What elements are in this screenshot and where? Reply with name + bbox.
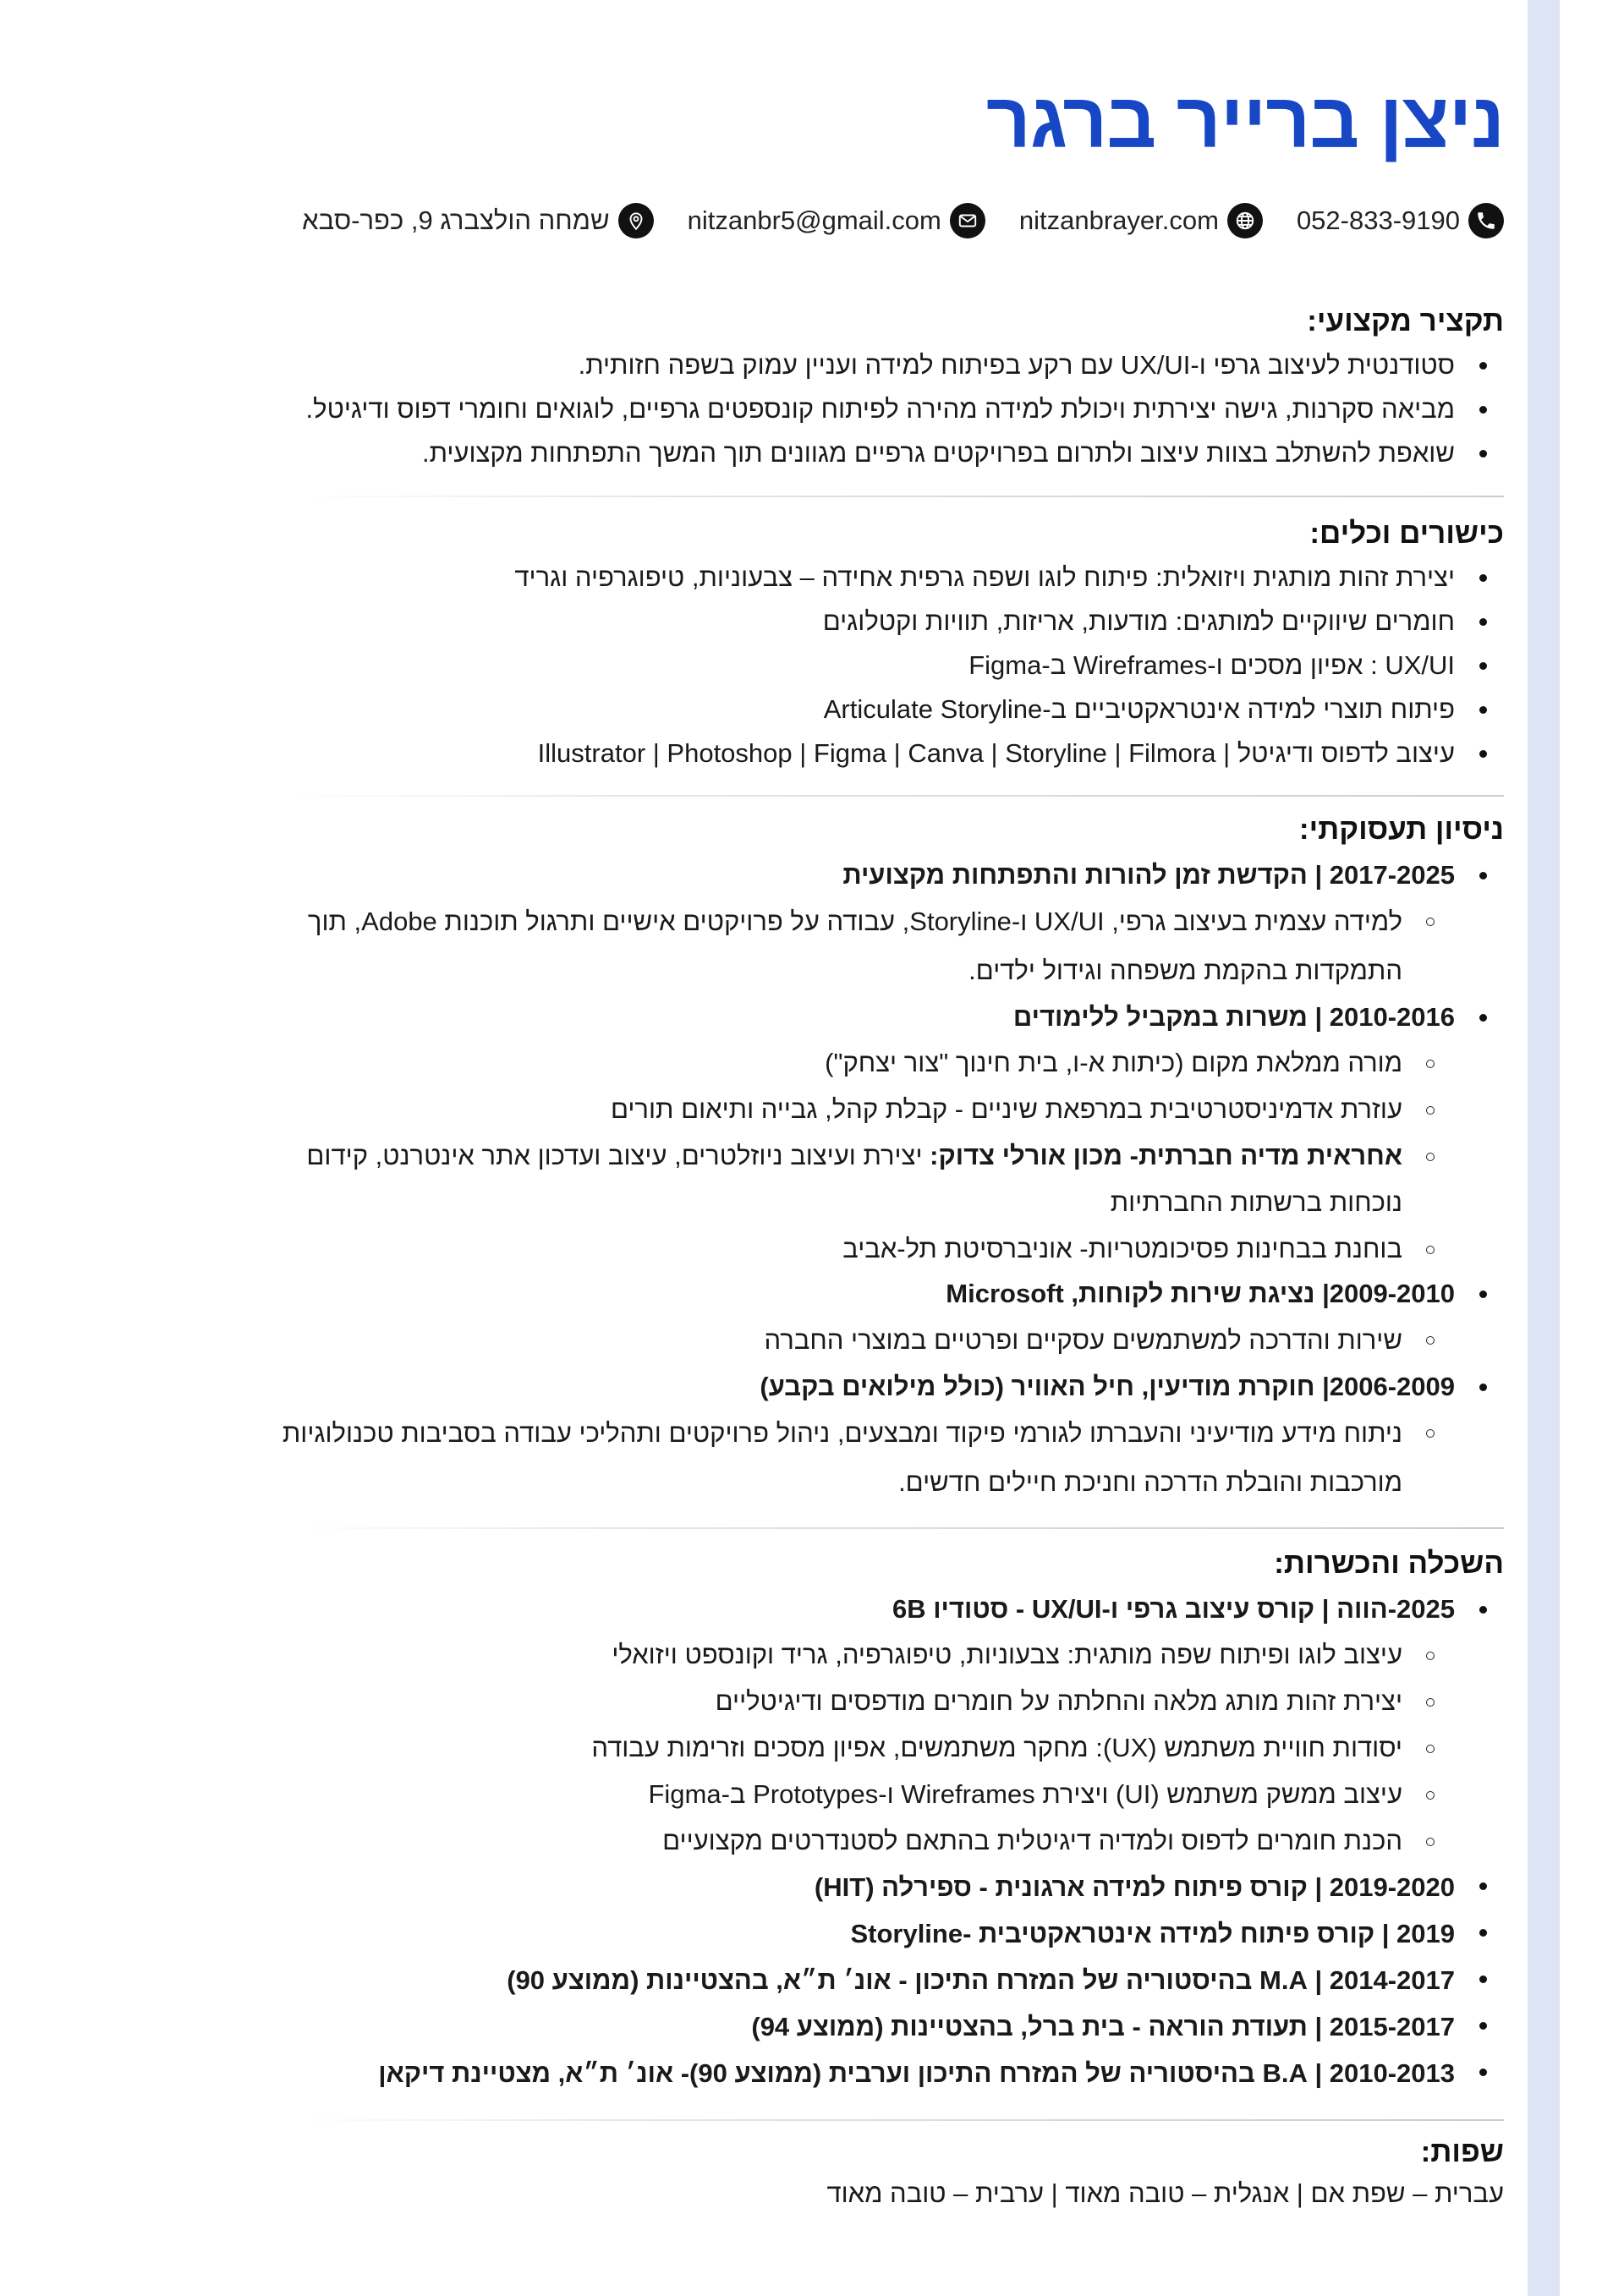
contact-website-text: nitzanbrayer.com [1018, 205, 1219, 235]
contact-phone[interactable] [1297, 203, 1504, 238]
experience-section [228, 809, 1504, 1507]
list-item: UX/UI : אפיון מסכים ו-Wireframes ב-Figma [228, 644, 1504, 688]
experience-title: ניסיון תעסוקתי: [1298, 813, 1504, 846]
job-detail-lead: אחראית מדיה חברתית- מכון אורלי צדוק: [930, 1141, 1402, 1170]
list-item: חומרים שיווקיים למותגים: מודעות, אריזות, תוויות וקטלוגים [228, 600, 1504, 644]
experience-list [228, 853, 1504, 1507]
job-detail: שירות והדרכה למשתמשים עסקיים ופרטיים במוצרי החברה [228, 1316, 1504, 1365]
mail-icon [950, 203, 985, 238]
skills-title: כישורים וכלים: [1309, 517, 1504, 550]
list-item: שואפת להשתלב בצוות עיצוב ולתרום בפרויקטים גרפיים מגוונים תוך המשך התפתחות מקצועית. [228, 431, 1504, 475]
job-detail: עוזרת אדמיניסטרטיבית במרפאת שיניים - קבלת קהל, גבייה ותיאום תורים [228, 1086, 1504, 1132]
job-detail: בוחנת בבחינות פסיכומטריות- אוניברסיטת תל-אביב [228, 1225, 1504, 1272]
languages-section [228, 2132, 1504, 2215]
list-item: מביאה סקרנות, גישה יצירתית ויכולת למידה מהירה לפיתוח קונספטים גרפיים, לוגואים וחומרי דפוס ודיגיטל. [228, 387, 1504, 431]
education-title: השכלה והכשרות: [1274, 1547, 1504, 1580]
education-list [228, 1587, 1504, 2096]
education-item: 2010-2013 | B.A בהיסטוריה של המזרח התיכון וערבית (ממוצע 90)- אונ׳ ת״א, מצטיינת דיקאן [228, 2050, 1504, 2096]
resume-page [228, 0, 1504, 2296]
education-item: 2019-2020 | קורס פיתוח למידה ארגונית - ספירלה (HIT) [228, 1864, 1504, 1910]
languages-text: עברית – שפת אם | אנגלית – טובה מאוד | ערבית – טובה מאוד [826, 2178, 1504, 2208]
job-detail: ניתוח מידע מודיעיני והעברתו לגורמי פיקוד ומבצעים, ניהול פרויקטים ותהליכי עבודה בסביבות טכנולוגיות מורכבות והובלת הדרכה וחניכת חיילים חדשים. [228, 1409, 1504, 1507]
skills-section [228, 513, 1504, 775]
job-heading: 2009-2010| נציגת שירות לקוחות, Microsoft [228, 1272, 1504, 1316]
contact-address-text: שמחה הולצברג 9, כפר-סבא [302, 205, 610, 235]
contact-bar [302, 203, 1504, 238]
job-heading: 2010-2016 | משרות במקביל ללימודים [228, 995, 1504, 1039]
section-divider [289, 2119, 1504, 2121]
job-detail-text: יצירת ועיצוב ניוזלטרים, עיצוב ועדכון אתר אינטרנט, קידום נוכחות ברשתות החברתיות [306, 1141, 1402, 1217]
job-heading: 2017-2025 | הקדשת זמן להורות והתפתחות מקצועית [228, 853, 1504, 897]
course-detail: הכנת חומרים לדפוס ולמדיה דיגיטלית בהתאם לסטנדרטים מקצועיים [228, 1817, 1504, 1864]
section-divider [289, 1527, 1504, 1529]
course-detail: עיצוב ממשק משתמש (UI) ויצירת Wireframes ו-Prototypes ב-Figma [228, 1771, 1504, 1817]
contact-address [302, 203, 653, 238]
side-accent-strip [1528, 0, 1560, 2296]
education-item: 2015-2017 | תעודת הוראה - בית ברל, בהצטיינות (ממוצע 94) [228, 2003, 1504, 2050]
job-heading: 2006-2009| חוקרת מודיעין, חיל האוויר (כולל מילואים בקבע) [228, 1365, 1504, 1409]
summary-section [228, 301, 1504, 475]
course-detail: יצירת זהות מותג מלאה והחלתה על חומרים מודפסים ודיגיטליים [228, 1678, 1504, 1724]
list-item: סטודנטית לעיצוב גרפי ו-UX/UI עם רקע בפיתוח למידה ועניין עמוק בשפה חזותית. [228, 343, 1504, 387]
languages-title: שפות: [1420, 2135, 1504, 2168]
course-heading: 2025-הווה | קורס עיצוב גרפי ו-UX/UI - סטודיו 6B [228, 1587, 1504, 1631]
job-detail [228, 1132, 1504, 1225]
summary-list [228, 343, 1504, 475]
list-item: עיצוב לדפוס ודיגיטל | Illustrator | Photoshop | Figma | Canva | Storyline | Filmora [228, 732, 1504, 775]
contact-phone-text: 052-833-9190 [1296, 205, 1460, 235]
list-item: יצירת זהות מותגית ויזואלית: פיתוח לוגו ושפה גרפית אחידה – צבעוניות, טיפוגרפיה וגריד [228, 556, 1504, 600]
summary-title: תקציר מקצועי: [1307, 304, 1504, 337]
contact-email[interactable] [688, 203, 985, 238]
contact-website[interactable] [1019, 203, 1263, 238]
phone-icon [1468, 203, 1504, 238]
job-detail: מורה ממלאת מקום (כיתות א-ו, בית חינוך "צור יצחק") [228, 1039, 1504, 1086]
contact-email-text: nitzanbr5@gmail.com [687, 205, 941, 235]
section-divider [289, 496, 1504, 497]
list-item: פיתוח תוצרי למידה אינטראקטיביים ב-Articulate Storyline [228, 688, 1504, 732]
section-divider [289, 795, 1504, 797]
globe-icon [1227, 203, 1263, 238]
education-item: 2014-2017 | M.A בהיסטוריה של המזרח התיכון - אונ׳ ת״א, בהצטיינות (ממוצע 90) [228, 1957, 1504, 2003]
education-item: 2019 | קורס פיתוח למידה אינטראקטיבית -Storyline [228, 1910, 1504, 1957]
job-detail: למידה עצמית בעיצוב גרפי, UX/UI ו-Storyline, עבודה על פרויקטים אישיים ותרגול תוכנות Adobe, תוך התמקדות בהקמת משפחה וגידול ילדים. [228, 897, 1504, 995]
location-pin-icon [618, 203, 654, 238]
course-detail: עיצוב לוגו ופיתוח שפה מותגית: צבעוניות, טיפוגרפיה, גריד וקונספט ויזואלי [228, 1631, 1504, 1678]
education-section [228, 1543, 1504, 2096]
course-detail: יסודות חוויית משתמש (UX): מחקר משתמשים, אפיון מסכים וזרימות עבודה [228, 1724, 1504, 1771]
skills-list [228, 556, 1504, 775]
candidate-name: ניצן ברייר ברגר [985, 78, 1504, 164]
